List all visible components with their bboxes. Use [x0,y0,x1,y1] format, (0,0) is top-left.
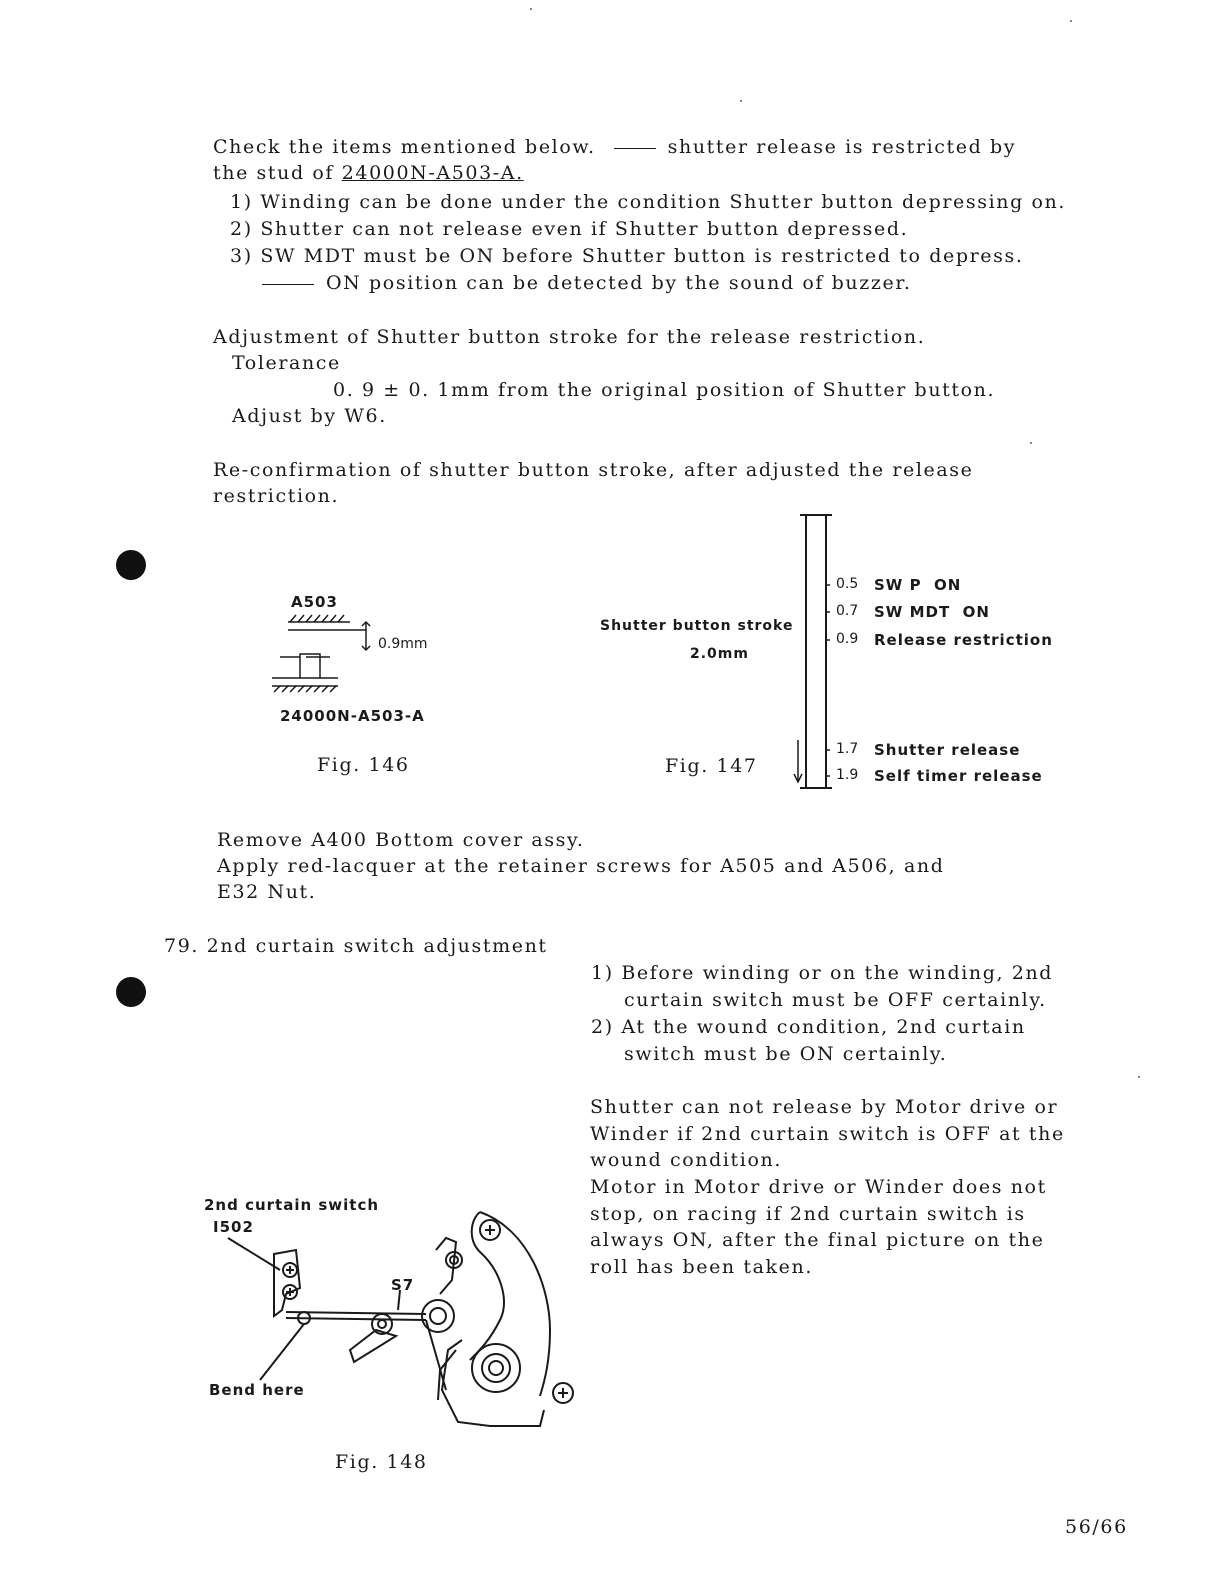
mark-value: 1.9 [836,767,859,783]
adjust-by: Adjust by W6. [232,405,387,427]
fig148-s7-label: S7 [391,1276,415,1294]
fig148-switch-label: 2nd curtain switch [204,1196,380,1214]
tolerance-value: 0. 9 ± 0. 1mm from the original position of Shutter button. [333,379,996,401]
fig148-caption: Fig. 148 [335,1451,428,1473]
section79-para-2: Winder if 2nd curtain switch is OFF at the [590,1123,1065,1145]
mark-label: Shutter release [874,741,1021,759]
fig147-total: 2.0mm [690,646,749,662]
tolerance-label: Tolerance [232,352,341,374]
check-line-1 [213,134,1016,160]
mark-label: SW P ON [874,576,962,594]
scan-speck [740,100,742,102]
section79-item-2b: switch must be ON certainly. [624,1043,948,1065]
fig146-part-bottom: 24000N-A503-A [280,707,425,725]
scan-speck [1138,1076,1140,1078]
stud-part-number: 24000N-A503-A. [341,162,524,184]
scan-speck [1030,442,1032,444]
section79-para-3: wound condition. [590,1149,782,1171]
section79-para-4: Motor in Motor drive or Winder does not [590,1176,1047,1198]
reconfirm-line-2: restriction. [213,485,340,507]
fig146-caption: Fig. 146 [317,754,410,776]
mark-value: 0.9 [836,631,859,647]
figure-147 [590,510,1090,800]
section79-item-2: 2) At the wound condition, 2nd curtain [591,1016,1026,1038]
check-item-3: 3) SW MDT must be ON before Shutter button is restricted to depress. [230,245,1024,267]
section-79-heading: 79. 2nd curtain switch adjustment [164,935,548,957]
section79-para-7: roll has been taken. [590,1256,813,1278]
remove-line-2: Apply red-lacquer at the retainer screws for A505 and A506, and [217,855,945,877]
remove-line-1: Remove A400 Bottom cover assy. [217,829,585,851]
check-text-b: shutter release is restricted by [667,136,1017,158]
mark-label: SW MDT ON [874,603,990,621]
fig148-bend-label: Bend here [209,1381,305,1399]
mark-value: 0.7 [836,603,859,619]
fig146-gap-label: 0.9mm [378,636,428,652]
stud-text: the stud of [213,162,335,184]
check-item-1: 1) Winding can be done under the condition Shutter button depressing on. [230,191,1067,213]
fig147-caption: Fig. 147 [665,755,758,777]
punch-hole-top [116,550,146,580]
section79-para-6: always ON, after the final picture on the [590,1229,1045,1251]
section79-item-1b: curtain switch must be OFF certainly. [624,989,1047,1011]
mark-label: Release restriction [874,631,1053,649]
em-dash [262,284,314,285]
check-line-2 [213,160,524,186]
figure-146 [260,590,460,780]
section79-para-5: stop, on racing if 2nd curtain switch is [590,1203,1026,1225]
page-number: 56/66 [1065,1516,1128,1538]
scan-speck [1070,20,1072,22]
figure-148 [200,1190,600,1480]
punch-hole-bottom [116,977,146,1007]
adjust-title: Adjustment of Shutter button stroke for the release restriction. [213,326,926,348]
mark-value: 0.5 [836,576,859,592]
mark-value: 1.7 [836,741,859,757]
check-note [262,270,912,296]
mark-label: Self timer release [874,767,1043,785]
section79-item-1: 1) Before winding or on the winding, 2nd [591,962,1054,984]
em-dash [614,148,656,149]
fig147-stroke-label: Shutter button stroke [600,618,794,634]
check-item-2: 2) Shutter can not release even if Shutter button depressed. [230,218,909,240]
check-text: Check the items mentioned below. [213,136,596,158]
reconfirm-line-1: Re-confirmation of shutter button stroke, after adjusted the release [213,459,974,481]
remove-line-3: E32 Nut. [217,881,317,903]
section79-para-1: Shutter can not release by Motor drive or [590,1096,1059,1118]
scan-speck [530,8,532,10]
fig148-switch-part: I502 [213,1218,254,1236]
fig146-part-top: A503 [291,593,338,611]
fig148-drawing [200,1190,600,1440]
check-note-text: ON position can be detected by the sound of buzzer. [326,272,912,294]
